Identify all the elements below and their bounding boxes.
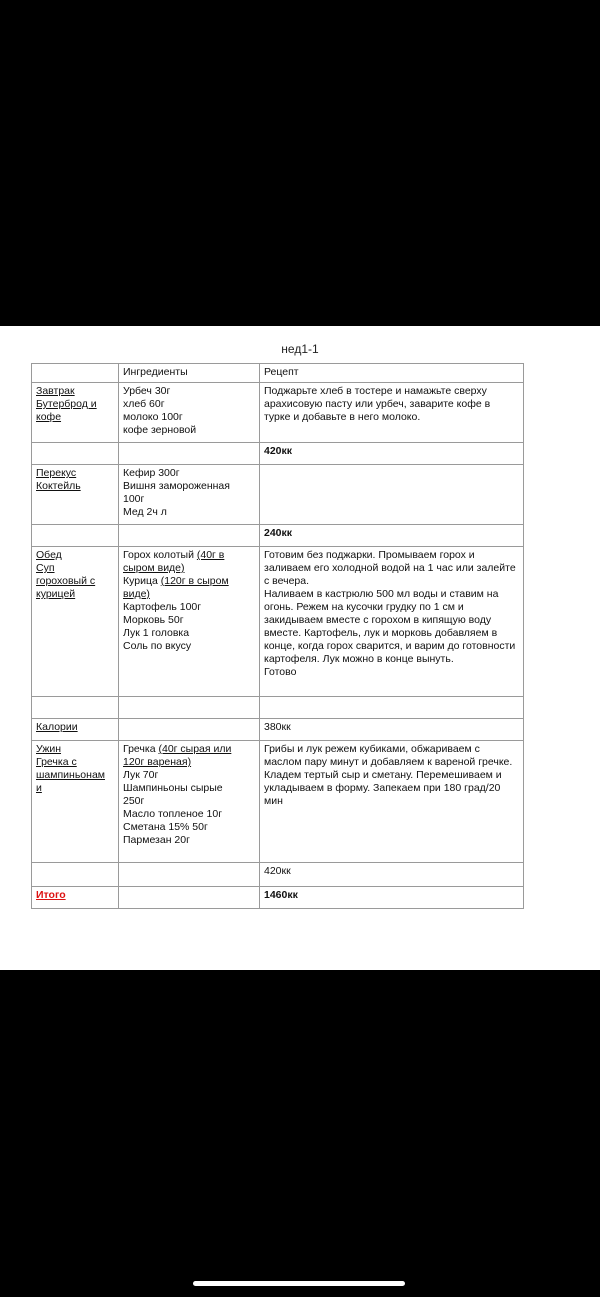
breakfast-kcal-row (32, 443, 524, 465)
lunch-ingredients: Горох колотый (40г в сыром виде) Курица (120г в сыром виде) Картофель 100г Морковь 50г Лук 1 головка Соль по вкусу (119, 547, 260, 697)
dinner-recipe: Грибы и лук режем кубиками, обжариваем с маслом пару минут и добавляем к вареной гречке. Кладем тертый сыр и сметану. Перемешиваем и укладываем в форму. Запекаем при 180 град/20 мин (260, 741, 524, 863)
header-recipe: Рецепт (260, 364, 524, 383)
snack-recipe (260, 465, 524, 525)
lunch-spacer-row (32, 697, 524, 719)
dinner-label: Ужин Гречка с шампиньонам и (32, 741, 119, 863)
home-indicator[interactable] (193, 1281, 405, 1286)
snack-row (32, 465, 524, 525)
snack-label: Перекус Коктейль (32, 465, 119, 525)
total-row (32, 887, 524, 909)
breakfast-row (32, 383, 524, 443)
dinner-kcal-row (32, 863, 524, 887)
header-row (32, 364, 524, 383)
document-title: нед1-1 (281, 342, 319, 356)
header-ingredients: Ингредиенты (119, 364, 260, 383)
lunch-row (32, 547, 524, 697)
snack-kcal: 240кк (260, 525, 524, 547)
document-page (0, 326, 600, 970)
breakfast-recipe: Поджарьте хлеб в тостере и намажьте сверху арахисовую пасту или урбеч, заварите кофе в турке и добавьте в него молоко. (260, 383, 524, 443)
dinner-kcal: 420кк (260, 863, 524, 887)
calories-label: Калории (32, 719, 119, 741)
header-empty-cell (32, 364, 119, 383)
snack-ingredients: Кефир 300г Вишня замороженная 100г Мед 2ч л (119, 465, 260, 525)
total-label: Итого (32, 887, 119, 909)
lunch-label: Обед Суп гороховый с курицей (32, 547, 119, 697)
breakfast-label: Завтрак Бутерброд и кофе (32, 383, 119, 443)
snack-kcal-row (32, 525, 524, 547)
meal-plan-table (31, 363, 524, 909)
breakfast-kcal: 420кк (260, 443, 524, 465)
dinner-row (32, 741, 524, 863)
lunch-recipe: Готовим без поджарки. Промываем горох и заливаем его холодной водой на 1 час или залейте с вечера. Наливаем в кастрюлю 500 мл воды и ставим на огонь. Режем на кусочки грудку по 1 см и закидываем вместе с горохом в кипящую воду вместе. Картофель, лук и морковь добавляем в конце, когда горох сварится, и варим до готовности картофеля. Лук можно в конце вынуть. Готово (260, 547, 524, 697)
breakfast-ingredients: Урбеч 30г хлеб 60г молоко 100г кофе зерновой (119, 383, 260, 443)
calories-row (32, 719, 524, 741)
dinner-ingredients: Гречка (40г сырая или 120г вареная) Лук 70г Шампиньоны сырые 250г Масло топленое 10г Сметана 15% 50г Пармезан 20г (119, 741, 260, 863)
lunch-kcal: 380кк (260, 719, 524, 741)
total-kcal: 1460кк (260, 887, 524, 909)
